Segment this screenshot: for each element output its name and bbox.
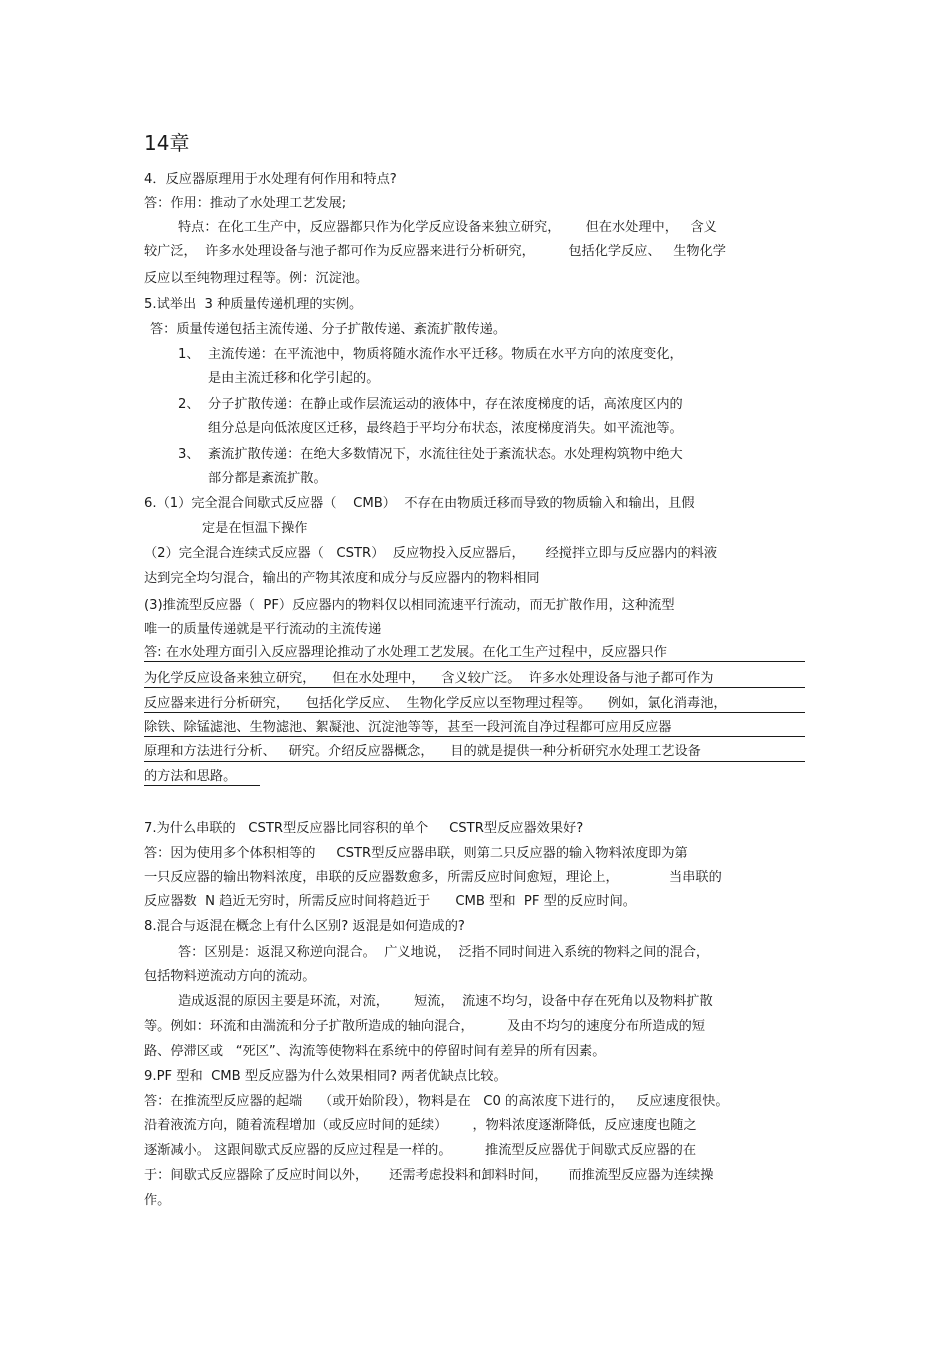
q5-list-item: 2、 分子扩散传递：在静止或作层流运动的液体中，存在浓度梯度的话，高浓度区内的 [178,397,683,412]
q8-question: 8.混合与返混在概念上有什么区别? 返混是如何造成的? [144,919,465,934]
q9-answer-line: 沿着液流方向，随着流程增加（或反应时间的延续） ，物料浓度逐渐降低，反应速度也随之 [144,1118,697,1133]
q6-answer-line: 答: 在水处理方面引入反应器理论推动了水处理工艺发展。在化工生产过程中，反应器只作 [144,645,667,660]
q7-answer-line: 一只反应器的输出物料浓度，串联的反应器数愈多，所需反应时间愈短，理论上， 当串联的 [144,870,722,885]
chapter-title: 14章 [144,131,190,155]
q8-answer-line: 等。例如：环流和由湍流和分子扩散所造成的轴向混合， 及由不均匀的速度分布所造成的短 [144,1019,706,1034]
q5-question: 5.试举出 3 种质量传递机理的实例。 [144,297,363,312]
q6-answer-line: 反应器来进行分析研究， 包括化学反应、 生物化学反应以至物理过程等。 例如，氯化消毒池， [144,696,727,711]
q4-answer-line: 特点：在化工生产中，反应器都只作为化学反应设备来独立研究， 但在水处理中， 含义 [178,220,717,235]
q6-item-cont: 唯一的质量传递就是平行流动的主流传递 [144,622,382,637]
q5-list-item-cont: 是由主流迁移和化学引起的。 [208,371,380,386]
q7-question: 7.为什么串联的 CSTR型反应器比同容积的单个 CSTR型反应器效果好? [144,821,584,836]
q6-answer-line: 原理和方法进行分析、 研究。介绍反应器概念， 目的就是提供一种分析研究水处理工艺设备 [144,744,701,759]
q6-item-cont: 定是在恒温下操作 [202,521,308,536]
q9-answer-line: 作。 [144,1193,171,1208]
q7-answer-line: 反应器数 N 趋近无穷时，所需反应时间将趋近于 CMB 型和 PF 型的反应时间。 [144,894,636,909]
q9-answer-line: 逐渐减小。 这跟间歇式反应器的反应过程是一样的。 推流型反应器优于间歇式反应器的在 [144,1143,697,1158]
q8-answer-line: 路、停滞区或 “死区”、沟流等使物料在系统中的停留时间有差异的所有因素。 [144,1044,606,1059]
q9-question: 9.PF 型和 CMB 型反应器为什么效果相同? 两者优缺点比较。 [144,1069,507,1084]
q8-answer-line: 包括物料逆流动方向的流动。 [144,969,316,984]
underline-rule [144,761,805,762]
underline-rule [144,785,260,786]
q9-answer-line: 答：在推流型反应器的起端 （或开始阶段），物料是在 C0 的高浓度下进行的， 反应速度很快。 [144,1094,729,1109]
q8-answer-line: 答：区别是：返混又称逆向混合。 广义地说， 泛指不同时间进入系统的物料之间的混合， [178,945,710,960]
underline-rule [144,661,805,662]
q6-item-cont: 达到完全均匀混合，输出的产物其浓度和成分与反应器内的物料相同 [144,571,540,586]
q4-question: 4．反应器原理用于水处理有何作用和特点? [144,172,397,187]
q5-list-item: 1、 主流传递：在平流池中，物质将随水流作水平迁移。物质在水平方向的浓度变化， [178,347,683,362]
q4-answer-line: 较广泛， 许多水处理设备与池子都可作为反应器来进行分析研究， 包括化学反应、 生物化学 [144,244,726,259]
q8-answer-line: 造成返混的原因主要是环流，对流， 短流， 流速不均匀，设备中存在死角以及物料扩散 [178,994,713,1009]
q5-list-item: 3、 紊流扩散传递：在绝大多数情况下，水流往往处于紊流状态。水处理构筑物中绝大 [178,447,683,462]
q7-answer-line: 答：因为使用多个体积相等的 CSTR型反应器串联，则第二只反应器的输入物料浓度即为第 [144,846,688,861]
q6-answer-line: 为化学反应设备来独立研究， 但在水处理中， 含义较广泛。 许多水处理设备与池子都可作为 [144,671,714,686]
underline-rule [144,736,805,737]
q5-list-item-cont: 部分都是紊流扩散。 [208,471,327,486]
q5-answer-line: 答：质量传递包括主流传递、分子扩散传递、紊流扩散传递。 [150,322,507,337]
q5-list-item-cont: 组分总是向低浓度区迁移，最终趋于平均分布状态，浓度梯度消失。如平流池等。 [208,421,683,436]
q4-answer-line: 答：作用：推动了水处理工艺发展; [144,196,347,211]
underline-rule [144,712,805,713]
q9-answer-line: 于：间歇式反应器除了反应时间以外， 还需考虑投料和卸料时间， 而推流型反应器为连续操 [144,1168,714,1183]
q6-answer-line: 的方法和思路。 [144,769,237,784]
underline-rule [144,687,805,688]
q6-item: 6.（1）完全混合间歇式反应器（ CMB） 不存在由物质迁移而导致的物质输入和输出，且假 [144,496,695,511]
q6-item: （2）完全混合连续式反应器（ CSTR） 反应物投入反应器后， 经搅拌立即与反应器内的料液 [144,546,718,561]
q4-answer-line: 反应以至纯物理过程等。例：沉淀池。 [144,271,369,286]
q6-item: (3)推流型反应器（ PF）反应器内的物料仅以相同流速平行流动，而无扩散作用，这种流型 [144,598,675,613]
q6-answer-line: 除铁、除锰滤池、生物滤池、絮凝池、沉淀池等等，甚至一段河流自净过程都可应用反应器 [144,720,672,735]
